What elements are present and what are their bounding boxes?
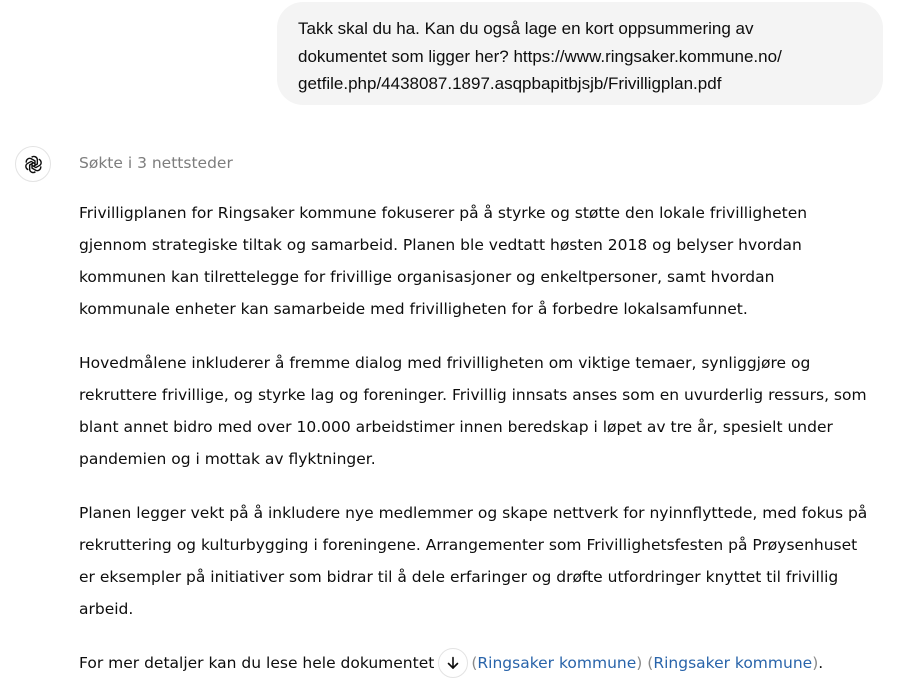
text-line: Hovedmålene inkluderer å fremme dialog med frivilligheten om viktige temaer, synliggjøre og bbox=[79, 354, 811, 372]
close-paren: ) bbox=[812, 654, 819, 672]
final-paragraph bbox=[79, 647, 889, 679]
text-line: kommunale enheter kan samarbeide med frivilligheten for å forbedre lokalsamfunnet. bbox=[79, 300, 748, 318]
text-line: Planen legger vekt på å inkludere nye medlemmer og skape nettverk for nyinnflyttede, med fokus på bbox=[79, 504, 868, 522]
open-paren: ( bbox=[471, 654, 478, 672]
text-line: rekruttere frivillige, og styrke lag og foreninger. Frivillig innsats anses som en uvurderlig ressurs, som bbox=[79, 386, 867, 404]
paragraph bbox=[79, 347, 889, 475]
assistant-avatar bbox=[15, 146, 51, 182]
search-sources-toggle[interactable]: Søkte i 3 nettsteder bbox=[79, 154, 233, 172]
user-message-line: getfile.php/4438087.1897.asqpbapitbjsjb/Frivilligplan.pdf bbox=[298, 74, 722, 93]
period: . bbox=[818, 654, 824, 672]
text-line: blant annet bidro med over 10.000 arbeidstimer innen beredskap i løpet av tre år, spesielt under bbox=[79, 418, 833, 436]
user-message-line: dokumentet som ligger her? https://www.ringsaker.kommune.no/ bbox=[298, 46, 782, 66]
citation-link[interactable]: Ringsaker kommune bbox=[477, 654, 637, 672]
close-paren: ) bbox=[636, 654, 643, 672]
open-paren: ( bbox=[647, 654, 654, 672]
text-line: pandemien og i mottak av flyktninger. bbox=[79, 450, 376, 468]
openai-logo-icon bbox=[23, 154, 44, 175]
user-message-bubble bbox=[277, 2, 883, 105]
download-document-button[interactable] bbox=[438, 648, 468, 678]
paragraph bbox=[79, 497, 889, 625]
text-line: kommunen kan tilrettelegge for frivillige organisasjoner og enkeltpersoner, samt hvordan bbox=[79, 268, 775, 286]
assistant-message bbox=[79, 197, 889, 679]
user-message-line: Takk skal du ha. Kan du også lage en kort oppsummering av bbox=[298, 19, 754, 38]
text-line: gjennom strategiske tiltak og samarbeid. Planen ble vedtatt høsten 2018 og belyser hvordan bbox=[79, 236, 802, 254]
arrow-down-icon bbox=[445, 655, 461, 671]
text-line: arbeid. bbox=[79, 600, 134, 618]
text-line: er eksempler på initiativer som bidrar til å dele erfaringer og drøfte utfordringer knyttet til frivillig bbox=[79, 568, 839, 586]
citation-link[interactable]: Ringsaker kommune bbox=[653, 654, 813, 672]
text-line: Frivilligplanen for Ringsaker kommune fokuserer på å styrke og støtte den lokale frivilligheten bbox=[79, 204, 808, 222]
final-text: For mer detaljer kan du lese hele dokumentet bbox=[79, 654, 435, 672]
text-line: rekruttering og kulturbygging i foreningene. Arrangementer som Frivillighetsfesten på Prøysenhuset bbox=[79, 536, 858, 554]
paragraph bbox=[79, 197, 889, 325]
